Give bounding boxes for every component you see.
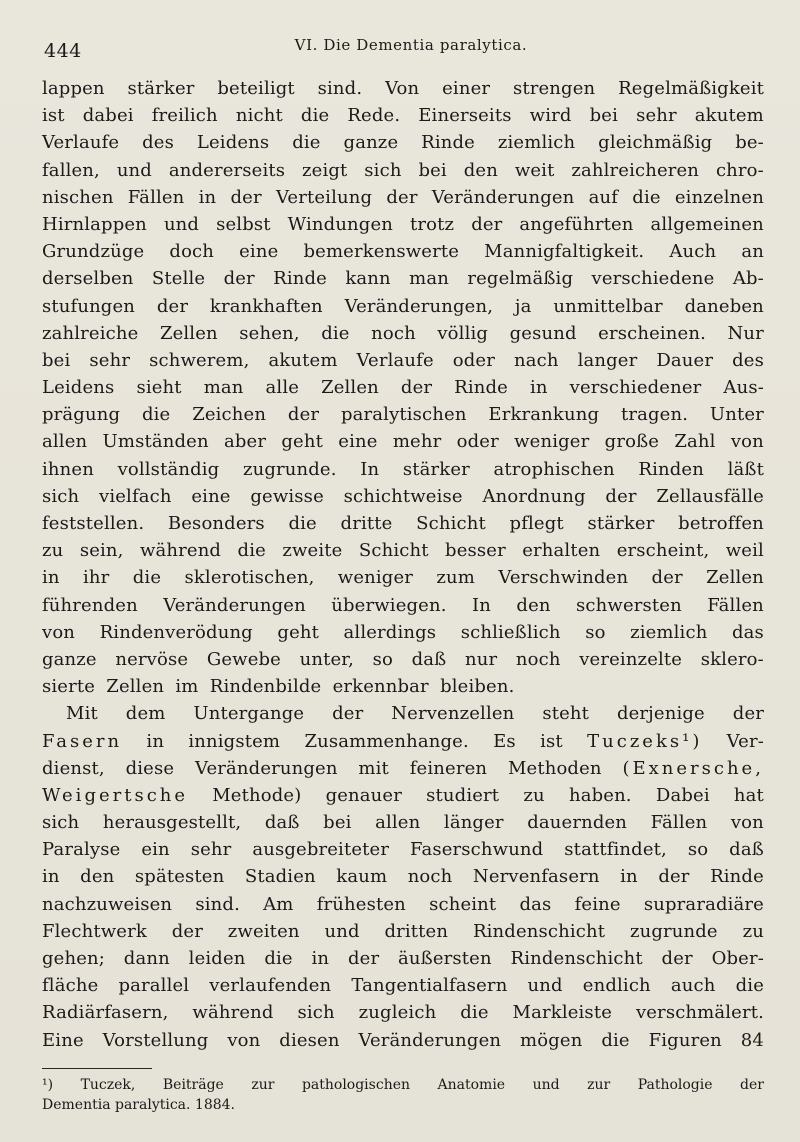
text-line: von Rindenverödung geht allerdings schließlich so ziemlich das [42, 621, 764, 643]
text-line: ganze nervöse Gewebe unter, so daß nur noch vereinzelte sklero- [42, 648, 764, 670]
text-line: prägung die Zeichen der paralytischen Erkrankung tragen. Unter [42, 404, 764, 426]
text-line: gehen; dann leiden die in der äußersten Rindenschicht der Ober- [42, 948, 764, 969]
text-line: dienst, diese Veränderungen mit feineren Methoden (Exnersche, [42, 757, 764, 779]
footnote [42, 1075, 764, 1115]
text-line: ist dabei freilich nicht die Rede. Einerseits wird bei sehr akutem [42, 105, 764, 127]
text-line: derselben Stelle der Rinde kann man regelmäßig verschiedene Ab- [42, 268, 764, 290]
text-line: Fasern in innigstem Zusammenhange. Es ist Tuczeks¹) Ver- [42, 730, 764, 752]
text-line: Weigertsche Methode) genauer studiert zu haben. Dabei hat [42, 784, 764, 806]
text-line: allen Umständen aber geht eine mehr oder weniger große Zahl von [42, 431, 764, 453]
text-line: stufungen der krankhaften Veränderungen, ja unmittelbar daneben [42, 295, 764, 317]
footnote-line: Dementia paralytica. 1884. [42, 1097, 235, 1113]
text-line: Mit dem Untergange der Nervenzellen steht derjenige der [66, 703, 764, 725]
text-line: sich herausgestellt, daß bei allen länger dauernden Fällen von [42, 812, 764, 834]
text-line: Paralyse ein sehr ausgebreiteter Faserschwund stattfindet, so daß [42, 839, 764, 861]
text-line: nischen Fällen in der Verteilung der Veränderungen auf die einzelnen [42, 186, 764, 208]
text-line: Radiärfasern, während sich zugleich die Markleiste verschmälert. [42, 1002, 764, 1024]
text-line: lappen stärker beteiligt sind. Von einer strengen Regelmäßigkeit [42, 78, 764, 99]
text-line: nachzuweisen sind. Am frühesten scheint das feine supraradiäre [42, 893, 764, 915]
footnote-line: ¹) Tuczek, Beiträge zur pathologischen Anatomie und zur Pathologie der [42, 1077, 764, 1093]
text-line: Hirnlappen und selbst Windungen trotz der angeführten allgemeinen [42, 213, 764, 235]
text-line: führenden Veränderungen überwiegen. In den schwersten Fällen [42, 594, 764, 616]
text-line: Flechtwerk der zweiten und dritten Rindenschicht zugrunde zu [42, 920, 764, 942]
page-number: 444 [44, 40, 82, 62]
text-line: Verlaufe des Leidens die ganze Rinde ziemlich gleichmäßig be- [42, 132, 764, 154]
text-line: Eine Vorstellung von diesen Veränderungen mögen die Figuren 84 [42, 1029, 764, 1051]
text-line: in den spätesten Stadien kaum noch Nervenfasern in der Rinde [42, 866, 764, 888]
body-text [42, 75, 764, 1054]
page-header [44, 34, 764, 64]
text-line: fläche parallel verlaufenden Tangentialfasern und endlich auch die [42, 975, 764, 997]
text-line: bei sehr schwerem, akutem Verlaufe oder nach langer Dauer des [42, 349, 764, 371]
text-line: in ihr die sklerotischen, weniger zum Verschwinden der Zellen [42, 567, 764, 589]
text-line: sich vielfach eine gewisse schichtweise Anordnung der Zellausfälle [42, 485, 764, 507]
text-line: Grundzüge doch eine bemerkenswerte Mannigfaltigkeit. Auch an [42, 241, 764, 263]
text-line: sierte Zellen im Rindenbilde erkennbar bleiben. [42, 676, 515, 698]
footnote-rule [42, 1068, 152, 1069]
running-head: VI. Die Dementia paralytica. [294, 36, 528, 54]
text-line: feststellen. Besonders die dritte Schicht pflegt stärker betroffen [42, 513, 764, 534]
text-line: fallen, und andererseits zeigt sich bei den weit zahlreicheren chro- [42, 159, 764, 181]
text-line: ihnen vollständig zugrunde. In stärker atrophischen Rinden läßt [42, 458, 764, 480]
text-line: zahlreiche Zellen sehen, die noch völlig gesund erscheinen. Nur [42, 322, 764, 344]
text-line: zu sein, während die zweite Schicht besser erhalten erscheint, weil [42, 540, 764, 562]
text-line: Leidens sieht man alle Zellen der Rinde in verschiedener Aus- [42, 377, 764, 399]
